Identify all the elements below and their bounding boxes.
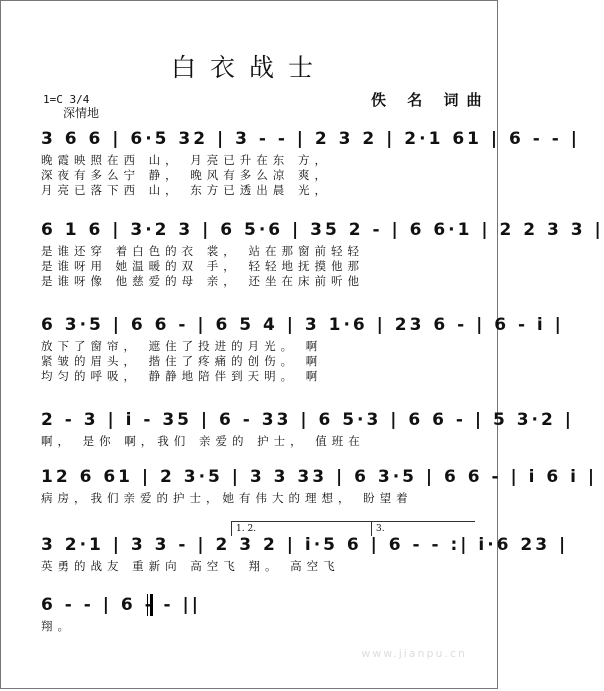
notation-line: 6 1 6 | 3·2 3 | 6 5·6 | 35 2 - | 6 6·1 | 2 2 3 3 |: [41, 220, 604, 240]
lyric-line: 是谁呀用 她温暖的双 手， 轻轻地抚摸他那: [41, 259, 364, 273]
tempo-marking: 深情地: [63, 106, 100, 120]
notation-line: 12 6 61 | 2 3·5 | 3 3 33 | 6 3·5 | 6 6 - | i 6 i |: [41, 467, 598, 487]
lyric-line: 晚霞映照在西 山， 月亮已升在东 方，: [41, 153, 331, 167]
lyric-line: 放下了窗帘， 遮住了投进的月光。 啊: [41, 339, 323, 353]
notation-line: 6 3·5 | 6 6 - | 6 5 4 | 3 1·6 | 23 6 - | 6 - i |: [41, 315, 564, 335]
notation-line: 3 2·1 | 3 3 - | 2 3 2 | i·5 6 | 6 - - :| i·6 23 |: [41, 535, 569, 555]
lyric-line: 月亮已落下西 山， 东方已透出晨 光，: [41, 183, 331, 197]
lyric-line: 均匀的呼吸， 静静地陪伴到天明。 啊: [41, 369, 323, 383]
lyric-line: 紧皱的眉头， 揩住了疼痛的创伤。 啊: [41, 354, 323, 368]
lyric-line: 病房，我们亲爱的护士，她有伟大的理想， 盼望着: [41, 491, 413, 505]
score-row-3: [41, 311, 564, 384]
composer-credit: 佚 名 词曲: [371, 91, 490, 109]
key-signature: 1=C 3/4: [43, 93, 90, 106]
lyric-line: 英勇的战友 重新向 高空飞 翔。 高空飞: [41, 559, 340, 573]
lyric-line: 啊， 是你 啊，我们 亲爱的 护士， 值班在: [41, 434, 365, 448]
score-row-7: [41, 591, 467, 634]
volta-bracket-first: 1. 2.: [231, 521, 372, 536]
lyric-line: 是谁还穿 着白色的衣 裳， 站在那窗前轻轻: [41, 244, 364, 258]
watermark: www.jianpu.cn: [361, 647, 467, 660]
lyric-line: 是谁呀像 他慈爱的母 亲， 还坐在床前听他: [41, 274, 364, 288]
lyric-line: 深夜有多么宁 静， 晚风有多么凉 爽，: [41, 168, 331, 182]
notation-line: 2 - 3 | i - 35 | 6 - 33 | 6 5·3 | 6 6 - | 5 3·2 |: [41, 410, 574, 430]
score-row-4: [41, 406, 574, 449]
score-row-6: [41, 531, 569, 574]
final-barline: [147, 594, 153, 616]
notation-line: 6 - - | 6 - - ||: [41, 595, 201, 615]
score-row-2: [41, 216, 604, 289]
lyric-line: 翔。: [41, 619, 74, 633]
score-row-1: [41, 125, 580, 198]
score-row-5: [41, 463, 598, 506]
song-title: 白衣战士: [170, 53, 327, 82]
notation-line: 3 6 6 | 6·5 32 | 3 - - | 2 3 2 | 2·1 61 | 6 - - |: [41, 129, 580, 149]
volta-bracket-third: 3.: [371, 521, 475, 536]
